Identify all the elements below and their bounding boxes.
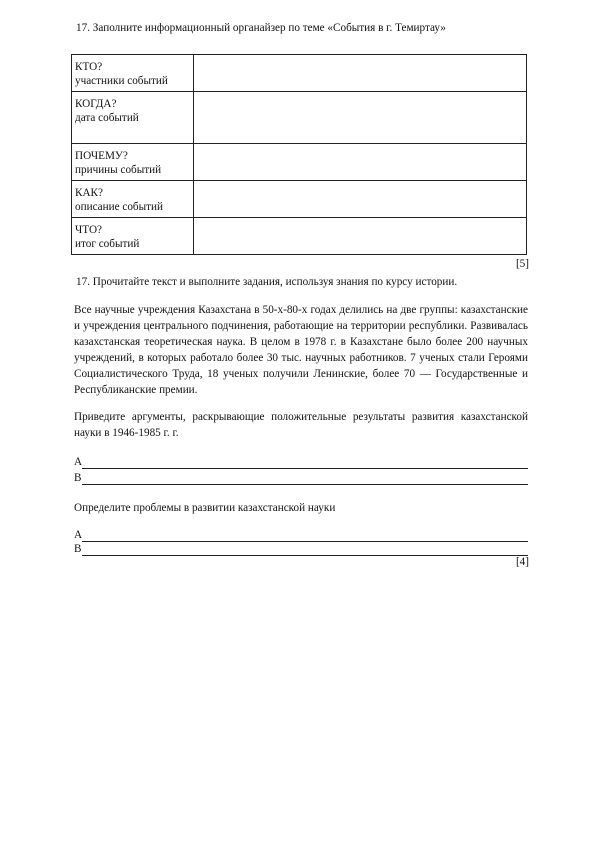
organizer-answer-cell[interactable] bbox=[194, 55, 527, 92]
question-problems: Определите проблемы в развитии казахстанской науки bbox=[74, 502, 336, 514]
organizer-row-why bbox=[72, 144, 527, 181]
row-question: ПОЧЕМУ? bbox=[75, 150, 128, 162]
answer-line-b[interactable] bbox=[74, 543, 528, 557]
question-arguments: Приведите аргументы, раскрывающие положительные результаты развития казахстанской науки в 1946-1985 г. г. bbox=[74, 411, 528, 439]
organizer-row-how bbox=[72, 181, 527, 218]
row-subtitle: участники событий bbox=[75, 75, 168, 87]
organizer-row-when bbox=[72, 92, 527, 144]
task2-mark: [4] bbox=[515, 556, 529, 568]
task2-heading: 17. Прочитайте текст и выполните задания, используя знания по курсу истории. bbox=[76, 276, 458, 288]
answer-rule bbox=[82, 555, 528, 556]
answer-rule bbox=[82, 541, 528, 542]
reading-text: Все научные учреждения Казахстана в 50-х-80-х годах делились на две группы: казахстанские и учреждения центрального подчинения, работающие на территории республики. Развивалась казахстанская теоретическая наука. В целом в 1978 г. в Казахстане было более 200 научных учреждений, в которых работало более 30 тыс. научных работников. 7 ученых стали Героями Социалистического Труда, 18 ученых получили Ленинские, более 70 — Государственные и Республиканские премии. bbox=[74, 304, 528, 396]
answer-line-b[interactable] bbox=[74, 472, 528, 486]
task1-heading: 17. Заполните информационный органайзер по теме «События в г. Темиртау» bbox=[76, 22, 446, 34]
answer-rule bbox=[82, 468, 528, 469]
organizer-table bbox=[71, 54, 527, 255]
task1-mark: [5] bbox=[515, 258, 529, 270]
answer-letter-b: В bbox=[74, 472, 82, 484]
row-question: КОГДА? bbox=[75, 98, 117, 110]
organizer-label-what bbox=[72, 218, 194, 255]
row-question: ЧТО? bbox=[75, 224, 103, 236]
organizer-label-how bbox=[72, 181, 194, 218]
row-question: КАК? bbox=[75, 187, 103, 199]
organizer-label-who bbox=[72, 55, 194, 92]
answer-letter-a: А bbox=[74, 456, 83, 468]
organizer-answer-cell[interactable] bbox=[194, 144, 527, 181]
row-subtitle: причины событий bbox=[75, 164, 162, 176]
answer-letter-a: А bbox=[74, 529, 83, 541]
organizer-row-who bbox=[72, 55, 527, 92]
organizer-row-what bbox=[72, 218, 527, 255]
organizer-label-why bbox=[72, 144, 194, 181]
organizer-answer-cell[interactable] bbox=[194, 218, 527, 255]
organizer-answer-cell[interactable] bbox=[194, 92, 527, 144]
row-subtitle: дата событий bbox=[75, 112, 139, 124]
row-question: КТО? bbox=[75, 61, 103, 73]
answer-rule bbox=[82, 484, 528, 485]
row-subtitle: итог событий bbox=[75, 238, 140, 250]
organizer-answer-cell[interactable] bbox=[194, 181, 527, 218]
answer-line-a[interactable] bbox=[74, 456, 528, 470]
row-subtitle: описание событий bbox=[75, 201, 164, 213]
organizer-label-when bbox=[72, 92, 194, 144]
answer-line-a[interactable] bbox=[74, 529, 528, 543]
answer-letter-b: В bbox=[74, 543, 82, 555]
